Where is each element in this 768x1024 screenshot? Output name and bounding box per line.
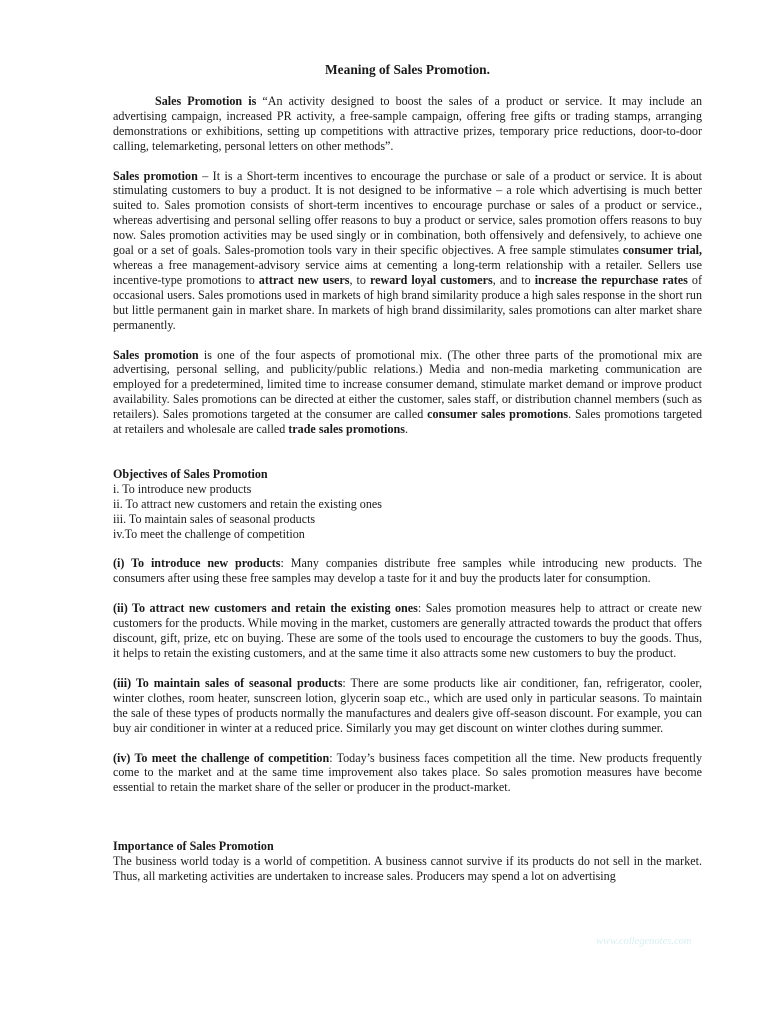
page-title: Meaning of Sales Promotion. <box>325 62 490 77</box>
watermark: www.collegenotes.com <box>596 936 692 947</box>
sales-promotion-paragraph: Sales promotion – It is a Short-term incentives to encourage the purchase or sale of a product or service. It is about stimulating customers to buy a product. It is not designed to be informative – a role which advertising is much better suited to. Sales promotion consists of short-term incentives to encourage purchase or sales of a product or service., whereas advertising and personal selling offer reasons to buy a product or service, sales promotion offers reasons to buy now. Sales promotion activities may be used singly or in combination, both offensively and defensively, to achieve one goal or a set of goals. Sales-promotion tools vary in their specific objectives. A free sample stimulates consumer trial, whereas a free management-advisory service aims at cementing a long-term relationship with a retailer. Sellers use incentive-type promotions to attract new users, to reward loyal customers, and to increase the repurchase rates of occasional users. Sales promotions used in markets of high brand similarity produce a high sales response in the short run but little permanent gain in market share. In markets of high brand dissimilarity, sales promotions can alter market share permanently. <box>113 168 703 332</box>
objective-2-paragraph: (ii) To attract new customers and retain the existing ones: Sales promotion measures help to attract or create new customers for the products. While moving in the market, customers are generally attracted towards the product that offers discount, gift, prize, etc on buying. These are some of the tools used to encourage the customers to buy the goods. Thus, it helps to retain the existing customers, and at the same time it also attracts some new customers to buy the product. <box>113 601 702 660</box>
importance-paragraph: The business world today is a world of competition. A business cannot survive if its products do not sell in the market. Thus, all marketing activities are undertaken to increase sales. Producers may spend a lot on advertising <box>113 854 702 884</box>
document-page <box>113 63 702 884</box>
list-item: i. To introduce new products <box>113 481 252 496</box>
objective-3-paragraph: (iii) To maintain sales of seasonal products: There are some products like air conditioner, fan, refrigerator, cooler, winter clothes, room heater, sunscreen lotion, glycerin soap etc., which are used only in particular seasons. To maintain the sale of these types of products normally the manufactures and dealers give off-season discount. For example, you can buy air conditioner in winter at a reduced price. Similarly you may get discount on winter clothes during summer. <box>113 675 702 735</box>
definition-paragraph: Sales Promotion is “An activity designed to boost the sales of a product or service. It may include an advertising campaign, increased PR activity, a free-sample campaign, offering free gifts or trading stamps, arranging demonstrations or exhibitions, setting up competitions with attractive prizes, temporary price reductions, door-to-door calling, telemarketing, personal letters on other methods”. <box>113 93 702 153</box>
list-item: iii. To maintain sales of seasonal products <box>113 511 316 526</box>
list-item: ii. To attract new customers and retain the existing ones <box>113 496 382 511</box>
objective-1-paragraph: (i) To introduce new products: Many companies distribute free samples while introducing new products. The consumers after using these free samples may develop a taste for it and buy the products later for consumption. <box>113 556 702 586</box>
objectives-list <box>113 482 702 542</box>
objectives-heading: Objectives of Sales Promotion <box>113 466 268 481</box>
term: Sales Promotion is <box>155 93 257 108</box>
objective-4-paragraph: (iv) To meet the challenge of competition: Today’s business faces competition all the time. New products frequently come to the market and at the same time improvement also takes place. So sales promotion measures have become essential to retain the market share of the seller or producer in the product-market. <box>113 750 702 795</box>
importance-heading: Importance of Sales Promotion <box>113 839 274 854</box>
list-item: iv.To meet the challenge of competition <box>113 526 305 541</box>
promotional-mix-paragraph: Sales promotion is one of the four aspects of promotional mix. (The other three parts of the promotional mix are advertising, personal selling, and publicity/public relations.) Media and non-media marketing communication are employed for a predetermined, limited time to increase consumer demand, stimulate market demand or improve product availability. Sales promotions can be directed at either the customer, sales staff, or distribution channel members (such as retailers). Sales promotions targeted at the consumer are called consumer sales promotions. Sales promotions targeted at retailers and wholesale are called trade sales promotions. <box>113 347 703 437</box>
